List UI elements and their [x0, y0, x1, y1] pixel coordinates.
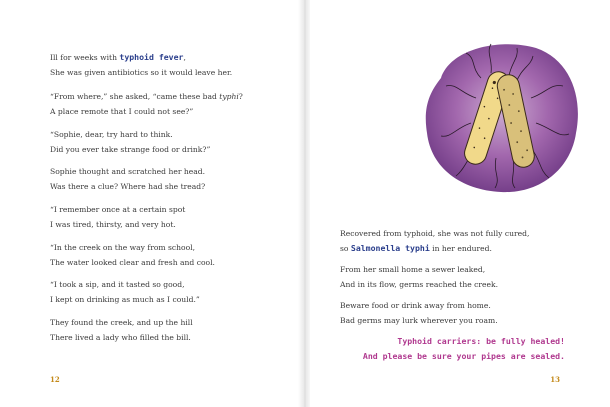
bacteria-illustration	[421, 38, 581, 196]
poem-line: “I remember once at a certain spot	[50, 205, 186, 214]
poem-line	[50, 50, 290, 65]
stanza-1	[50, 50, 290, 80]
poem-line	[50, 89, 290, 104]
highlighted-term: Salmonella typhi	[350, 243, 430, 253]
poem-line: I kept on drinking as much as I could.”	[50, 295, 200, 304]
poem-line: Bad germs may lurk wherever you roam.	[340, 316, 498, 325]
poem-line: There lived a lady who filled the bill.	[50, 333, 191, 342]
poem-line: Sophie thought and scratched her head.	[50, 167, 206, 176]
stanza-3	[50, 127, 290, 157]
line-text: ,	[183, 53, 186, 62]
right-stanza-2	[340, 262, 590, 292]
right-stanza-1	[340, 226, 590, 256]
italic-term: typhi	[219, 92, 239, 101]
stanza-5	[50, 202, 290, 232]
poem-line: “Sophie, dear, try hard to think.	[50, 130, 173, 139]
stanza-6	[50, 240, 290, 270]
right-page	[310, 0, 610, 407]
left-page	[0, 0, 300, 407]
closing-couplet	[363, 334, 565, 364]
poem-line	[340, 241, 590, 256]
poem-line: “In the creek on the way from school,	[50, 243, 196, 252]
poem-line: Did you ever take strange food or drink?”	[50, 145, 211, 154]
poem-line: The water looked clear and fresh and cool.	[50, 258, 215, 267]
poem-line: And in its flow, germs reached the creek.	[340, 280, 499, 289]
stanza-8	[50, 315, 290, 345]
poem-line: “I took a sip, and it tasted so good,	[50, 280, 185, 289]
line-text: Ill for weeks with	[50, 53, 120, 62]
page-number-right: 13	[550, 375, 560, 384]
page-number-left: 12	[50, 375, 60, 384]
poem-line: A place remote that I could not see?”	[50, 107, 194, 116]
poem-line: Beware food or drink away from home.	[340, 301, 491, 310]
right-stanza-3	[340, 298, 590, 328]
stanza-7	[50, 277, 290, 307]
purple-background-blob	[426, 44, 578, 192]
closing-line: And please be sure your pipes are sealed.	[362, 351, 565, 361]
highlighted-term: typhoid fever	[119, 52, 184, 62]
poem-line: They found the creek, and up the hill	[50, 318, 193, 327]
poem-line: Was there a clue? Where had she tread?	[50, 182, 206, 191]
line-text: ?	[238, 92, 243, 101]
stanza-2	[50, 89, 290, 119]
poem-line: I was tired, thirsty, and very hot.	[50, 220, 176, 229]
line-text: “From where,” she asked, “came these bad	[50, 92, 220, 101]
poem-line: From her small home a sewer leaked,	[340, 265, 486, 274]
poem-line: She was given antibiotics so it would leave her.	[50, 68, 233, 77]
line-text: in her endured.	[429, 244, 492, 253]
closing-line: Typhoid carriers: be fully healed!	[397, 336, 565, 346]
stanza-4	[50, 164, 290, 194]
line-text: so	[340, 244, 351, 253]
poem-line: Recovered from typhoid, she was not fully cured,	[340, 229, 530, 238]
